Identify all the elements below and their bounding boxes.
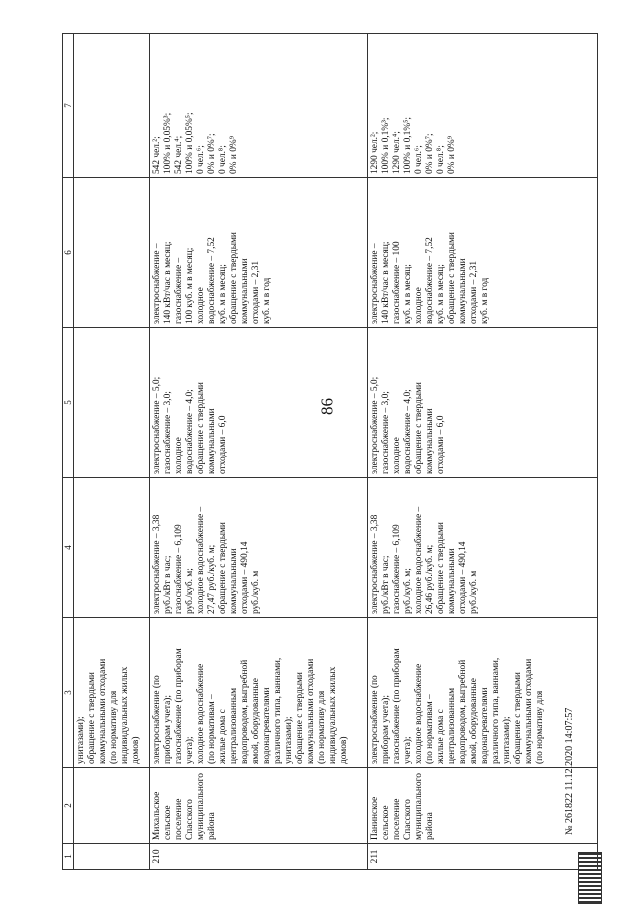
cell-empty <box>74 478 150 618</box>
table-row <box>368 34 598 870</box>
population-share: 1290 чел.²; 100% и 0,1%³; 1290 чел.⁴; 100% и 0,1%⁵; 0 чел.⁶; 0% и 0%⁷; 0 чел.⁸; 0% и 0%⁹ <box>368 34 598 178</box>
cell-empty <box>74 34 150 178</box>
tariff-table <box>62 33 598 870</box>
cell-empty <box>74 844 150 870</box>
consumption-volumes: электроснабжение – 140 кВт/час в месяц; газоснабжение – 100 куб. м в месяц; холодное водоснабжение – 7,52 куб. м в месяц; обращение с твердыми коммунальными отходами – 2,31 куб. м в год <box>368 178 598 328</box>
growth-indices: электроснабжение – 5,0; газоснабжение – 3,0; холодное водоснабжение – 4,0; обращение с твердыми коммунальными отходами – 6,0 <box>150 328 368 478</box>
header-col-1: 1 <box>63 844 74 870</box>
consumption-volumes: электроснабжение – 140 кВт/час в месяц; газоснабжение – 100 куб. м в месяц; холодное водоснабжение – 7,52 куб. м в месяц; обращение с твердыми коммунальными отходами – 2,31 куб. м в год <box>150 178 368 328</box>
header-col-4: 4 <box>63 478 74 618</box>
table-row <box>150 34 368 870</box>
cell-empty <box>74 328 150 478</box>
header-row <box>63 34 74 870</box>
continuation-row <box>74 34 150 870</box>
cell-empty <box>74 768 150 844</box>
header-col-5: 5 <box>63 328 74 478</box>
header-col-7: 7 <box>63 34 74 178</box>
settlement-name: Панинское сельское поселение Спасского муниципального района <box>368 768 598 844</box>
growth-indices: электроснабжение – 5,0; газоснабжение – 3,0; холодное водоснабжение – 4,0; обращение с твердыми коммунальными отходами – 6,0 <box>368 328 598 478</box>
document-registration-stamp: № 261822 11.12.2020 14:07:57 <box>564 707 575 835</box>
header-col-6: 6 <box>63 178 74 328</box>
header-col-2: 2 <box>63 768 74 844</box>
cell-services-continued: унитазами); обращение с твердыми коммунальными отходами (по нормативу для индивидуальных жилых домов) <box>74 618 150 768</box>
population-share: 542 чел.²; 100% и 0,05%³; 542 чел.⁴; 100% и 0,05%⁵; 0 чел.⁶; 0% и 0%⁷; 0 чел.⁸; 0% и 0%⁹ <box>150 34 368 178</box>
services-list: электроснабжение (по приборам учета); газоснабжение (по приборам учета); холодное водоснабжение (по нормативам – жилые дома с централизованным водопроводом, выгребной ямой, оборудованные водонагревателями различного типа, ваннами, унитазами); обращение с твердыми коммунальными отходами (по нормативу для индивидуальных жилых домов) <box>150 618 368 768</box>
rotated-table-container <box>62 34 614 870</box>
tariffs-list: электроснабжение – 3,38 руб./кВт в час; газоснабжение – 6,109 руб./куб. м; холодное водоснабжение – 26,46 руб./куб. м; обращение с твердыми коммунальными отходами – 490,14 руб./куб. м <box>368 478 598 618</box>
cell-empty <box>74 178 150 328</box>
settlement-name: Михальское сельское поселение Спасского муниципального района <box>150 768 368 844</box>
row-number: 211 <box>368 844 598 870</box>
page-number: 86 <box>317 398 337 415</box>
header-col-3: 3 <box>63 618 74 768</box>
row-number: 210 <box>150 844 368 870</box>
tariffs-list: электроснабжение – 3,38 руб./кВт в час; газоснабжение – 6,109 руб./куб. м; холодное водоснабжение – 27,47 руб./куб. м; обращение с твердыми коммунальными отходами – 490,14 руб./куб. м <box>150 478 368 618</box>
services-list: электроснабжение (по приборам учета); газоснабжение (по приборам учета); холодное водоснабжение (по нормативам – жилые дома с централизованным водопроводом, выгребной ямой, оборудованные водонагревателями различного типа, ваннами, унитазами); обращение с твердыми коммунальными отходами (по нормативу для <box>368 618 598 768</box>
